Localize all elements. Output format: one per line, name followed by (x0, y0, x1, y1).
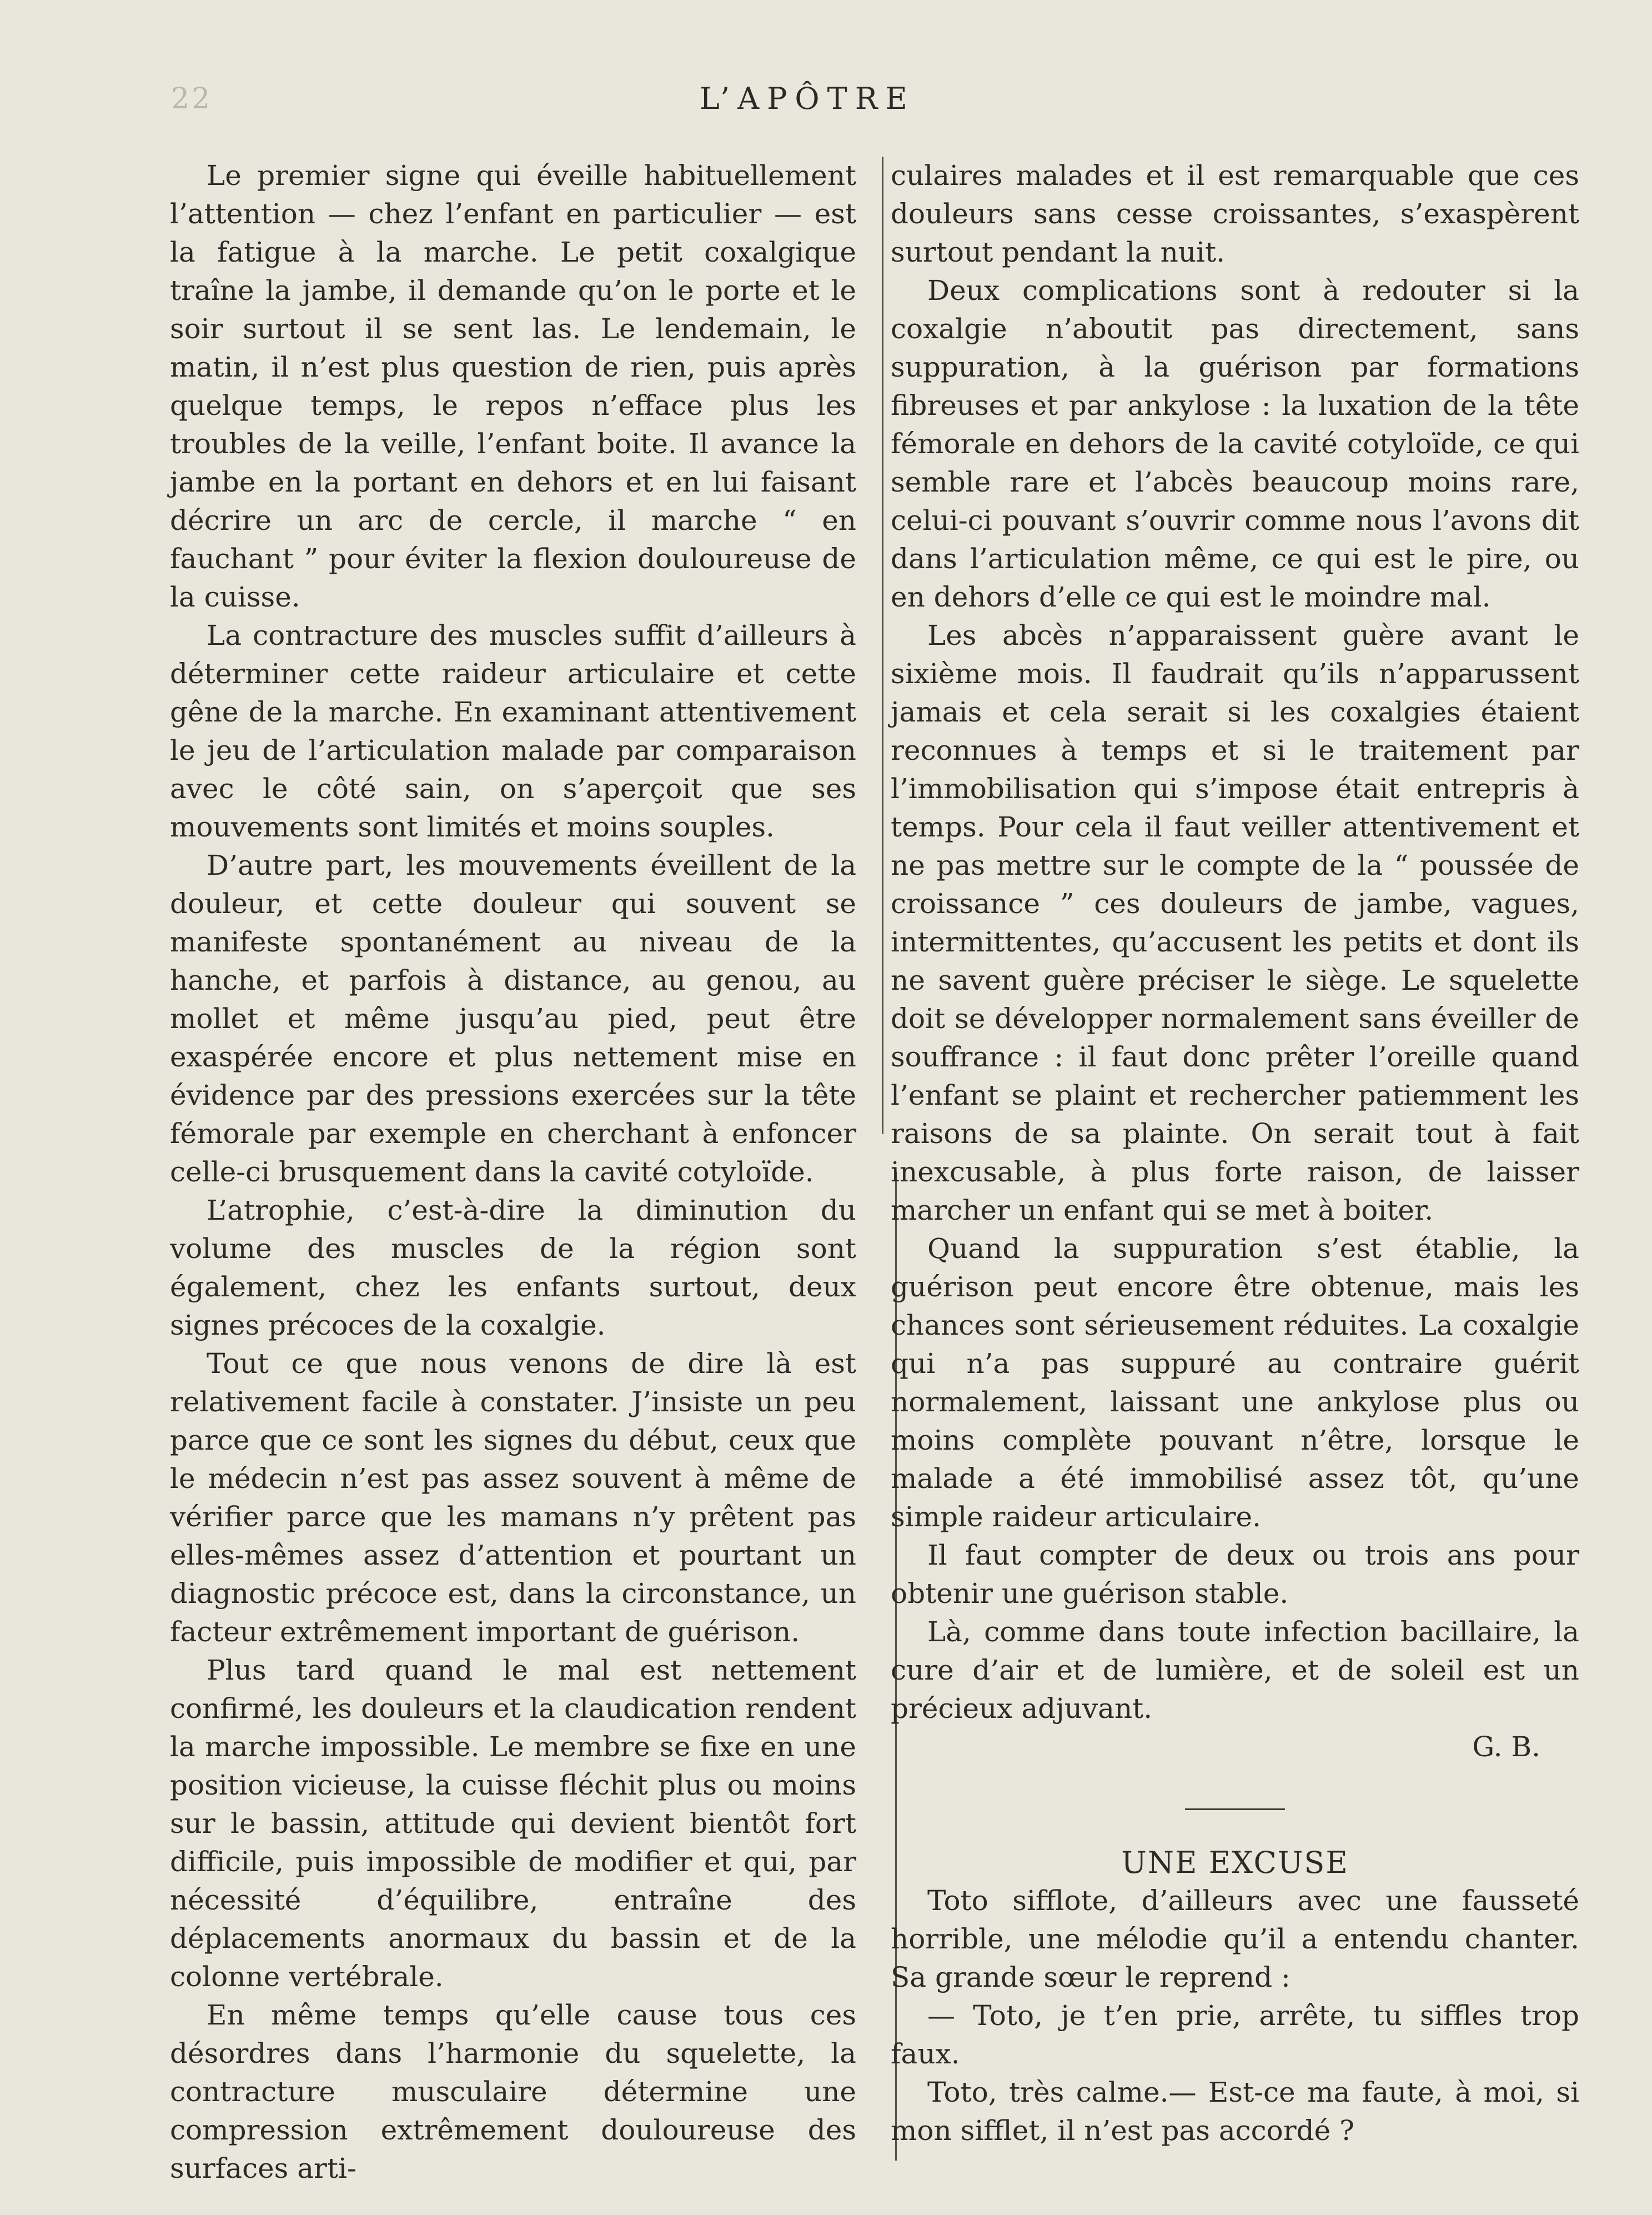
paragraph: En même temps qu’elle cause tous ces désordres dans l’harmonie du squelette, la contracture musculaire détermine une compression extrêmement douloureuse des surfaces arti- (170, 1999, 856, 2184)
paragraph: Toto sifflote, d’ailleurs avec une fausseté horrible, une mélodie qu’il a entendu chanter. Sa grande sœur le reprend : (891, 1885, 1579, 1993)
section-separator (1185, 1808, 1285, 1810)
running-title: L’APÔTRE (700, 81, 915, 116)
paragraph: Le premier signe qui éveille habituellement l’attention — chez l’enfant en particulier — est la fatigue à la marche. Le petit coxalgique traîne la jambe, il demande qu’on le porte et le soir surtout il se sent las. Le lendemain, le matin, il n’est plus question de rien, puis après quelque temps, le repos n’efface plus les troubles de la veille, l’enfant boite. Il avance la jambe en la portant en dehors et en lui faisant décrire un arc de cercle, il marche “ en fauchant ” pour éviter la flexion douloureuse de la cuisse. (170, 159, 856, 613)
paragraph: L’atrophie, c’est-à-dire la diminution du volume des muscles de la région sont également, chez les enfants surtout, deux signes précoces de la coxalgie. (170, 1194, 856, 1341)
paragraph: Il faut compter de deux ou trois ans pour obtenir une guérison stable. (891, 1539, 1579, 1610)
right-column (891, 157, 1579, 2150)
paragraph: Toto, très calme.— Est-ce ma faute, à moi, si mon sifflet, il n’est pas accordé ? (891, 2076, 1579, 2147)
paragraph: Quand la suppuration s’est établie, la guérison peut encore être obtenue, mais les chances sont sérieusement réduites. La coxalgie qui n’a pas suppuré au contraire guérit normalement, laissant une ankylose plus ou moins complète pouvant n’être, lorsque le malade a été immobilisé assez tôt, qu’une simple raideur articulaire. (891, 1232, 1579, 1533)
paragraph: D’autre part, les mouvements éveillent de la douleur, et cette douleur qui souvent se manifeste spontanément au niveau de la hanche, et parfois à distance, au genou, au mollet et même jusqu’au pied, peut être exaspérée encore et plus nettement mise en évidence par des pressions exercées sur la tête fémorale par exemple en cherchant à enfoncer celle-ci brusquement dans la cavité cotyloïde. (170, 849, 856, 1188)
paragraph: Tout ce que nous venons de dire là est relativement facile à constater. J’insiste un peu parce que ce sont les signes du début, ceux que le médecin n’est pas assez souvent à même de vérifier parce que les mamans n’y prêtent pas elles-mêmes assez d’attention et pourtant un diagnostic précoce est, dans la circonstance, un facteur extrêmement important de guérison. (170, 1347, 856, 1648)
signature: G. B. (1472, 1731, 1540, 1763)
paragraph: La contracture des muscles suffit d’ailleurs à déterminer cette raideur articulaire et cette gêne de la marche. En examinant attentivement le jeu de l’articulation malade par comparaison avec le côté sain, on s’aperçoit que ses mouvements sont limités et moins souples. (170, 619, 856, 843)
page-number: 22 (171, 82, 213, 116)
left-column (170, 157, 856, 2188)
paragraph: Là, comme dans toute infection bacillaire, la cure d’air et de lumière, et de soleil est un précieux adjuvant. (891, 1616, 1579, 1725)
paragraph: Les abcès n’apparaissent guère avant le sixième mois. Il faudrait qu’ils n’apparussent jamais et cela serait si les coxalgies étaient reconnues à temps et si le traitement par l’immobilisation qui s’impose était entrepris à temps. Pour cela il faut veiller attentivement et ne pas mettre sur le compte de la “ poussée de croissance ” ces douleurs de jambe, vagues, intermittentes, qu’accusent les petits et dont ils ne savent guère préciser le siège. Le squelette doit se développer normalement sans éveiller de souffrance : il faut donc prêter l’oreille quand l’enfant se plaint et rechercher patiemment les raisons de sa plainte. On serait tout à fait inexcusable, à plus forte raison, de laisser marcher un enfant qui se met à boiter. (891, 619, 1579, 1226)
column-rule (882, 157, 883, 1134)
section-heading: UNE EXCUSE (1121, 1845, 1349, 1880)
paragraph: Deux complications sont à redouter si la coxalgie n’aboutit pas directement, sans suppuration, à la guérison par formations fibreuses et par ankylose : la luxation de la tête fémorale en dehors de la cavité cotyloïde, ce qui semble rare et l’abcès beaucoup moins rare, celui-ci pouvant s’ouvrir comme nous l’avons dit dans l’articulation même, ce qui est le pire, ou en dehors d’elle ce qui est le moindre mal. (891, 274, 1579, 613)
paragraph-continued: culaires malades et il est remarquable que ces douleurs sans cesse croissantes, s’exaspèrent surtout pendant la nuit. (891, 159, 1579, 268)
paragraph: Plus tard quand le mal est nettement confirmé, les douleurs et la claudication rendent la marche impossible. Le membre se fixe en une position vicieuse, la cuisse fléchit plus ou moins sur le bassin, attitude qui devient bientôt fort difficile, puis impossible de modifier et qui, par nécessité d’équilibre, entraîne des déplacements anormaux du bassin et de la colonne vertébrale. (170, 1654, 856, 1993)
paragraph: — Toto, je t’en prie, arrête, tu siffles trop faux. (891, 1999, 1579, 2070)
